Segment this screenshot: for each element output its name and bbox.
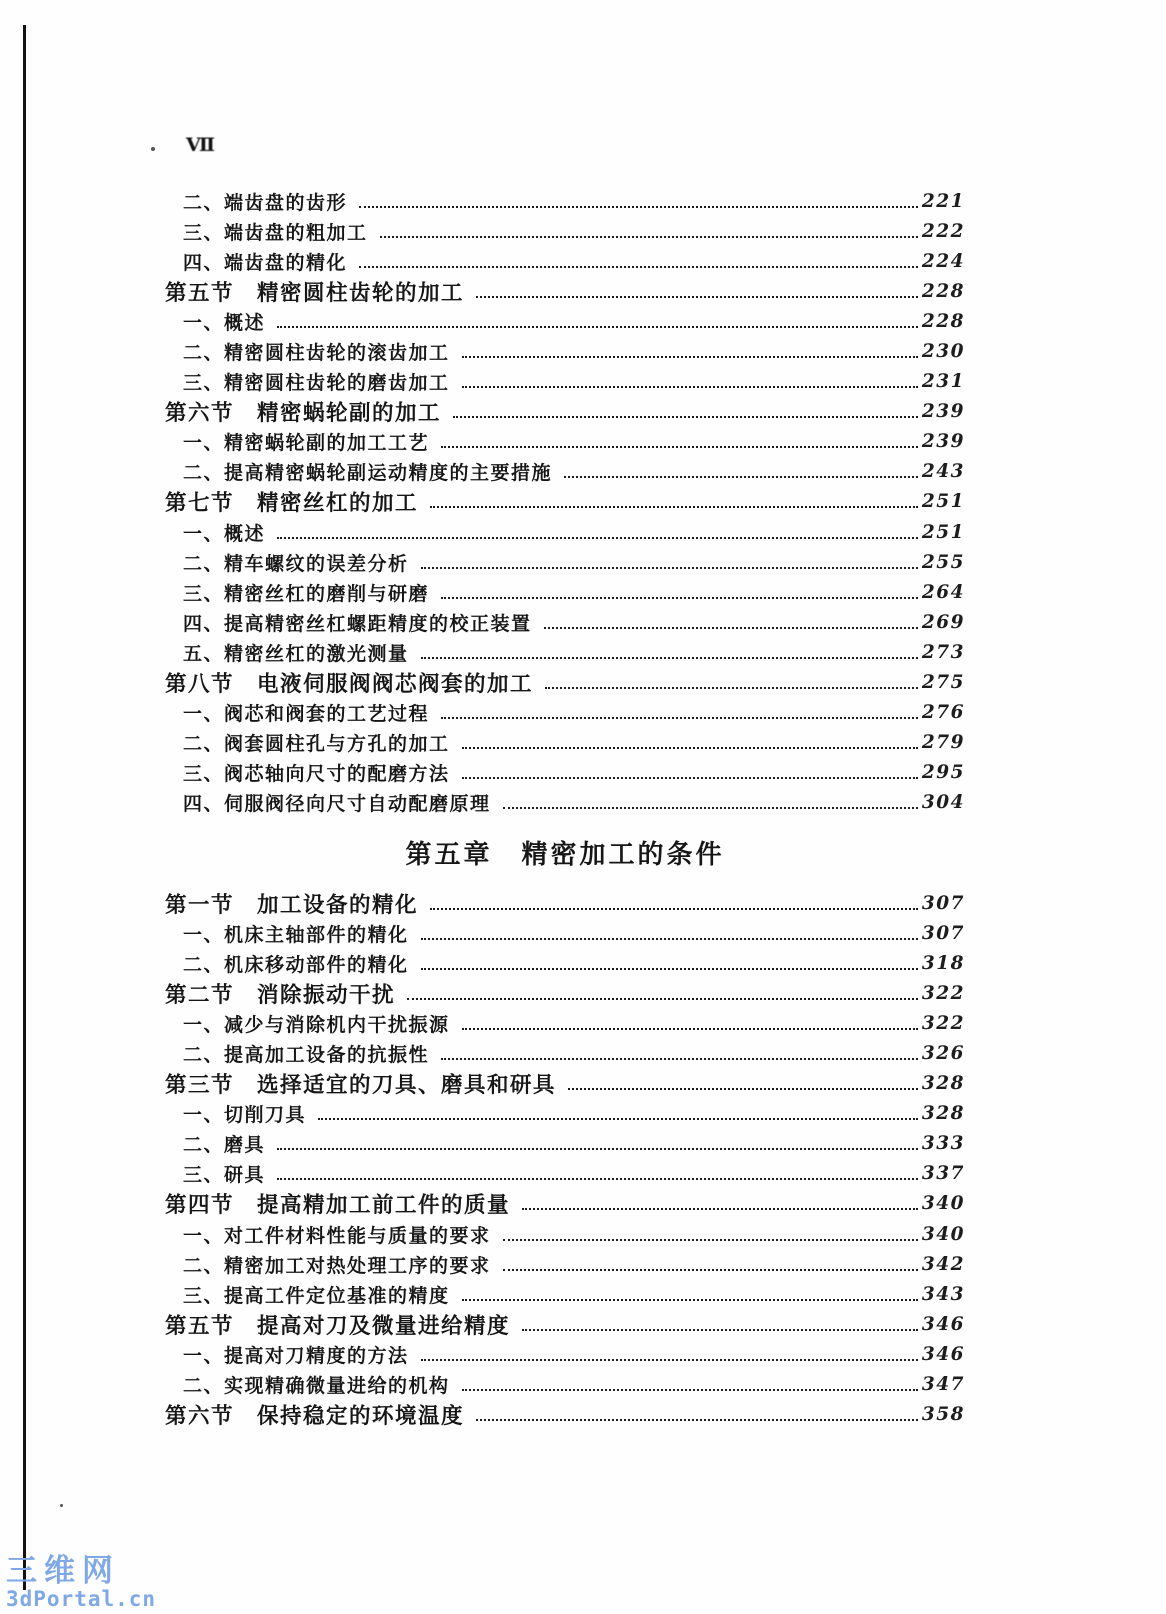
- dotted-leader: [545, 676, 918, 689]
- table-of-contents: [165, 186, 965, 1430]
- toc-entry-label: 二、阀套圆柱孔与方孔的加工: [183, 734, 450, 756]
- toc-entry-page-number: 251: [921, 521, 965, 543]
- toc-entry-label: 二、实现精确微量进给的机构: [183, 1376, 450, 1398]
- toc-entry-label: 一、对工件材料性能与质量的要求: [183, 1225, 491, 1247]
- toc-entry-page-number: 275: [921, 672, 965, 694]
- toc-entry-label: 三、阀芯轴向尺寸的配磨方法: [183, 764, 450, 786]
- toc-section-entry: [165, 1400, 965, 1430]
- toc-sub-entry: [165, 1129, 965, 1159]
- toc-entry-label: 二、精车螺纹的误差分析: [183, 553, 409, 575]
- dotted-leader: [476, 285, 918, 298]
- dotted-leader: [462, 736, 918, 749]
- toc-sub-entry: [165, 1038, 965, 1068]
- toc-sub-entry: [165, 306, 965, 336]
- toc-sub-entry: [165, 1339, 965, 1369]
- toc-entry-label: 第四节 提高精加工前工件的质量: [165, 1193, 511, 1218]
- dotted-leader: [522, 1318, 918, 1331]
- toc-entry-page-number: 340: [921, 1193, 965, 1215]
- page-number-marker: Ⅶ: [186, 134, 213, 156]
- toc-entry-page-number: 222: [921, 220, 965, 242]
- toc-entry-label: 第六节 保持稳定的环境温度: [165, 1404, 465, 1429]
- toc-entry-label: 二、精密圆柱齿轮的滚齿加工: [183, 343, 450, 365]
- toc-entry-label: 二、机床移动部件的精化: [183, 954, 409, 976]
- toc-entry-page-number: 239: [921, 401, 965, 423]
- watermark-site-name: 三维网: [6, 1553, 120, 1589]
- toc-sub-entry: [165, 577, 965, 607]
- toc-section-entry: [165, 487, 965, 517]
- toc-entry-label: 三、精密圆柱齿轮的磨齿加工: [183, 373, 450, 395]
- toc-entry-page-number: 333: [921, 1133, 965, 1155]
- dotted-leader: [462, 1017, 918, 1030]
- toc-entry-page-number: 264: [921, 581, 965, 603]
- toc-sub-entry: [165, 1279, 965, 1309]
- toc-section-entry: [165, 888, 965, 918]
- toc-sub-entry: [165, 607, 965, 637]
- toc-entry-label: 五、精密丝杠的激光测量: [183, 643, 409, 665]
- toc-entry-page-number: 304: [921, 792, 965, 814]
- toc-entry-page-number: 221: [921, 190, 965, 212]
- toc-entry-label: 第二节 消除振动干扰: [165, 982, 396, 1007]
- dotted-leader: [430, 495, 918, 508]
- dotted-leader: [568, 1077, 918, 1090]
- toc-entry-page-number: 228: [921, 310, 965, 332]
- scan-noise-speck: [151, 147, 155, 151]
- toc-entry-label: 一、概述: [183, 312, 266, 334]
- dotted-leader: [421, 556, 918, 569]
- toc-entry-label: 二、精密加工对热处理工序的要求: [183, 1255, 491, 1277]
- toc-sub-entry: [165, 1099, 965, 1129]
- toc-sub-entry: [165, 246, 965, 276]
- toc-entry-page-number: 279: [921, 732, 965, 754]
- dotted-leader: [453, 405, 918, 418]
- dotted-leader: [441, 1047, 918, 1060]
- toc-entry-label: 一、切削刀具: [183, 1105, 307, 1127]
- toc-sub-entry: [165, 186, 965, 216]
- dotted-leader: [277, 1167, 918, 1180]
- toc-entry-page-number: 340: [921, 1223, 965, 1245]
- toc-entry-label: 二、提高精密蜗轮副运动精度的主要措施: [183, 463, 553, 485]
- toc-list-part1: [165, 186, 965, 818]
- dotted-leader: [462, 1378, 918, 1391]
- dotted-leader: [277, 315, 918, 328]
- toc-entry-label: 第五节 精密圆柱齿轮的加工: [165, 280, 465, 305]
- toc-entry-label: 第六节 精密蜗轮副的加工: [165, 401, 442, 426]
- toc-sub-entry: [165, 758, 965, 788]
- toc-list-part2: [165, 888, 965, 1430]
- toc-entry-page-number: 251: [921, 491, 965, 513]
- toc-sub-entry: [165, 336, 965, 366]
- toc-entry-page-number: 307: [921, 892, 965, 914]
- toc-entry-label: 第三节 选择适宜的刀具、磨具和研具: [165, 1073, 557, 1098]
- dotted-leader: [462, 345, 918, 358]
- scan-noise-speck: [60, 1504, 63, 1507]
- dotted-leader: [441, 706, 918, 719]
- toc-entry-label: 四、端齿盘的精化: [183, 252, 348, 274]
- toc-sub-entry: [165, 1008, 965, 1038]
- toc-entry-page-number: 228: [921, 280, 965, 302]
- dotted-leader: [564, 465, 918, 478]
- toc-entry-page-number: 322: [921, 982, 965, 1004]
- toc-entry-page-number: 337: [921, 1163, 965, 1185]
- toc-sub-entry: [165, 1219, 965, 1249]
- toc-section-entry: [165, 1189, 965, 1219]
- toc-entry-label: 二、磨具: [183, 1135, 266, 1157]
- toc-sub-entry: [165, 427, 965, 457]
- toc-entry-page-number: 307: [921, 922, 965, 944]
- dotted-leader: [421, 957, 918, 970]
- dotted-leader: [407, 987, 918, 1000]
- toc-entry-page-number: 239: [921, 431, 965, 453]
- dotted-leader: [503, 1228, 918, 1241]
- dotted-leader: [476, 1408, 918, 1421]
- toc-entry-label: 三、研具: [183, 1165, 266, 1187]
- toc-entry-label: 第七节 精密丝杠的加工: [165, 491, 419, 516]
- toc-entry-label: 三、提高工件定位基准的精度: [183, 1285, 450, 1307]
- toc-entry-label: 二、提高加工设备的抗振性: [183, 1044, 430, 1066]
- dotted-leader: [441, 435, 918, 448]
- dotted-leader: [318, 1107, 918, 1120]
- toc-sub-entry: [165, 698, 965, 728]
- toc-entry-label: 二、端齿盘的齿形: [183, 192, 348, 214]
- dotted-leader: [421, 927, 918, 940]
- toc-section-entry: [165, 276, 965, 306]
- toc-entry-page-number: 230: [921, 341, 965, 363]
- toc-entry-label: 一、精密蜗轮副的加工工艺: [183, 433, 430, 455]
- toc-sub-entry: [165, 918, 965, 948]
- toc-sub-entry: [165, 788, 965, 818]
- toc-sub-entry: [165, 1159, 965, 1189]
- toc-entry-page-number: 276: [921, 702, 965, 724]
- toc-entry-label: 三、端齿盘的粗加工: [183, 222, 368, 244]
- dotted-leader: [441, 586, 918, 599]
- dotted-leader: [380, 225, 918, 238]
- toc-entry-page-number: 347: [921, 1374, 965, 1396]
- toc-section-entry: [165, 978, 965, 1008]
- toc-entry-page-number: 343: [921, 1283, 965, 1305]
- dotted-leader: [462, 375, 918, 388]
- toc-entry-label: 三、精密丝杠的磨削与研磨: [183, 583, 430, 605]
- toc-entry-page-number: 322: [921, 1012, 965, 1034]
- dotted-leader: [503, 1258, 918, 1271]
- chapter-heading: 第五章 精密加工的条件: [405, 838, 725, 869]
- dotted-leader: [359, 195, 918, 208]
- dotted-leader: [544, 616, 918, 629]
- toc-entry-page-number: 255: [921, 551, 965, 573]
- toc-entry-page-number: 269: [921, 611, 965, 633]
- toc-sub-entry: [165, 728, 965, 758]
- toc-entry-label: 四、提高精密丝杠螺距精度的校正装置: [183, 613, 532, 635]
- toc-section-entry: [165, 397, 965, 427]
- dotted-leader: [277, 526, 918, 539]
- toc-entry-page-number: 346: [921, 1343, 965, 1365]
- toc-entry-label: 一、机床主轴部件的精化: [183, 924, 409, 946]
- toc-section-entry: [165, 668, 965, 698]
- toc-sub-entry: [165, 457, 965, 487]
- toc-sub-entry: [165, 1369, 965, 1399]
- toc-entry-page-number: 326: [921, 1042, 965, 1064]
- toc-entry-label: 一、概述: [183, 523, 266, 545]
- toc-entry-page-number: 342: [921, 1253, 965, 1275]
- toc-entry-page-number: 346: [921, 1313, 965, 1335]
- toc-section-entry: [165, 1309, 965, 1339]
- toc-sub-entry: [165, 517, 965, 547]
- toc-sub-entry: [165, 547, 965, 577]
- dotted-leader: [462, 1288, 918, 1301]
- toc-sub-entry: [165, 948, 965, 978]
- dotted-leader: [277, 1137, 918, 1150]
- toc-entry-page-number: 328: [921, 1073, 965, 1095]
- toc-entry-page-number: 358: [921, 1404, 965, 1426]
- dotted-leader: [503, 796, 918, 809]
- toc-entry-page-number: 224: [921, 250, 965, 272]
- watermark-site-url: 3dPortal.cn: [6, 1587, 157, 1611]
- toc-sub-entry: [165, 637, 965, 667]
- dotted-leader: [421, 1348, 918, 1361]
- toc-entry-page-number: 328: [921, 1103, 965, 1125]
- dotted-leader: [430, 897, 918, 910]
- dotted-leader: [522, 1197, 918, 1210]
- toc-entry-page-number: 318: [921, 952, 965, 974]
- toc-entry-page-number: 273: [921, 641, 965, 663]
- toc-sub-entry: [165, 367, 965, 397]
- toc-section-entry: [165, 1069, 965, 1099]
- dotted-leader: [421, 646, 918, 659]
- toc-entry-label: 一、阀芯和阀套的工艺过程: [183, 704, 430, 726]
- toc-sub-entry: [165, 216, 965, 246]
- toc-entry-page-number: 243: [921, 461, 965, 483]
- dotted-leader: [359, 255, 918, 268]
- toc-entry-label: 四、伺服阀径向尺寸自动配磨原理: [183, 794, 491, 816]
- toc-sub-entry: [165, 1249, 965, 1279]
- toc-entry-label: 第五节 提高对刀及微量进给精度: [165, 1313, 511, 1338]
- toc-entry-page-number: 295: [921, 762, 965, 784]
- watermark: [6, 1554, 156, 1610]
- toc-entry-label: 第一节 加工设备的精化: [165, 892, 419, 917]
- toc-entry-label: 一、减少与消除机内干扰振源: [183, 1014, 450, 1036]
- dotted-leader: [462, 766, 918, 779]
- page-spine-line: [23, 25, 26, 1590]
- toc-entry-label: 第八节 电液伺服阀阀芯阀套的加工: [165, 672, 534, 697]
- toc-entry-page-number: 231: [921, 371, 965, 393]
- toc-entry-label: 一、提高对刀精度的方法: [183, 1345, 409, 1367]
